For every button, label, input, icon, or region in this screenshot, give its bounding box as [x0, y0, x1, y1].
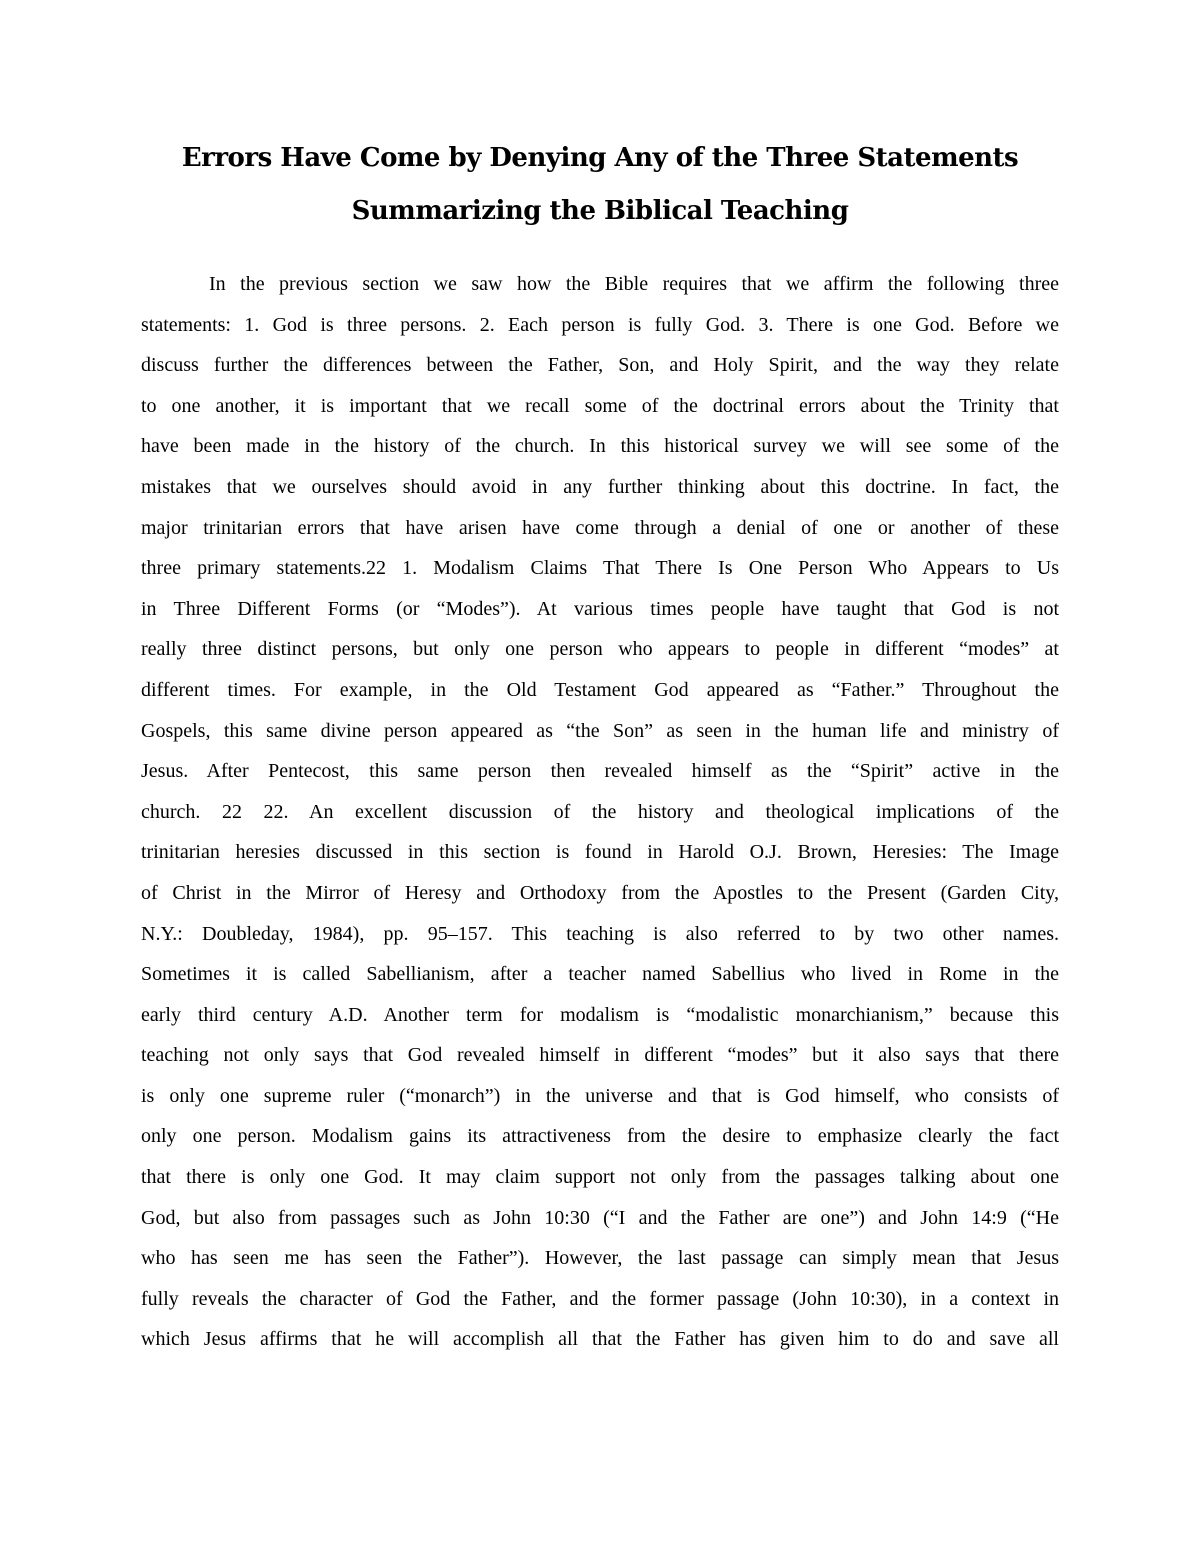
- text-line: of Christ in the Mirror of Heresy and Orthodoxy from the Apostles to the Present (Garden City,: [141, 881, 1059, 904]
- text-line: discuss further the differences between the Father, Son, and Holy Spirit, and the way they relate: [141, 354, 1059, 377]
- text-line: is only one supreme ruler (“monarch”) in the universe and that is God himself, who consists of: [141, 1084, 1059, 1107]
- text-line: Jesus. After Pentecost, this same person then revealed himself as the “Spirit” active in the: [141, 760, 1059, 783]
- text-line: which Jesus affirms that he will accomplish all that the Father has given him to do and save all: [141, 1328, 1059, 1351]
- text-line: Sometimes it is called Sabellianism, after a teacher named Sabellius who lived in Rome in the: [141, 963, 1059, 986]
- document-title-line-1: Errors Have Come by Denying Any of the Three Statements: [181, 143, 1019, 173]
- text-line: in Three Different Forms (or “Modes”). At various times people have taught that God is not: [141, 597, 1059, 620]
- body-paragraph: [141, 264, 1059, 1360]
- text-line: fully reveals the character of God the Father, and the former passage (John 10:30), in a context in: [141, 1287, 1059, 1310]
- text-line: teaching not only says that God revealed himself in different “modes” but it also says that there: [141, 1044, 1059, 1067]
- text-line: that there is only one God. It may claim support not only from the passages talking about one: [141, 1166, 1059, 1189]
- text-line: mistakes that we ourselves should avoid in any further thinking about this doctrine. In fact, the: [141, 475, 1059, 498]
- text-line: really three distinct persons, but only one person who appears to people in different “modes” at: [141, 638, 1059, 661]
- text-line: N.Y.: Doubleday, 1984), pp. 95–157. This teaching is also referred to by two other names.: [141, 922, 1059, 945]
- document-title-line-2: Summarizing the Biblical Teaching: [351, 196, 849, 226]
- text-line: Gospels, this same divine person appeared as “the Son” as seen in the human life and ministry of: [141, 719, 1059, 742]
- text-line: In the previous section we saw how the Bible requires that we affirm the following three: [209, 273, 1059, 295]
- text-line: have been made in the history of the church. In this historical survey we will see some of the: [141, 435, 1059, 458]
- text-line: early third century A.D. Another term for modalism is “modalistic monarchianism,” because this: [141, 1003, 1059, 1026]
- text-line: who has seen me has seen the Father”). However, the last passage can simply mean that Jesus: [141, 1247, 1059, 1270]
- text-line: God, but also from passages such as John 10:30 (“I and the Father are one”) and John 14:9 (“He: [141, 1206, 1059, 1229]
- text-line: to one another, it is important that we recall some of the doctrinal errors about the Trinity that: [141, 394, 1059, 417]
- text-line: statements: 1. God is three persons. 2. Each person is fully God. 3. There is one God. Before we: [141, 313, 1059, 336]
- text-line: trinitarian heresies discussed in this section is found in Harold O.J. Brown, Heresies: The Image: [141, 841, 1059, 864]
- text-line: three primary statements.22 1. Modalism Claims That There Is One Person Who Appears to Us: [141, 557, 1059, 580]
- text-line: only one person. Modalism gains its attractiveness from the desire to emphasize clearly the fact: [141, 1125, 1059, 1148]
- text-line: major trinitarian errors that have arisen have come through a denial of one or another of these: [141, 516, 1059, 539]
- text-line: different times. For example, in the Old Testament God appeared as “Father.” Throughout the: [141, 678, 1059, 701]
- text-line: church. 22 22. An excellent discussion of the history and theological implications of the: [141, 800, 1059, 823]
